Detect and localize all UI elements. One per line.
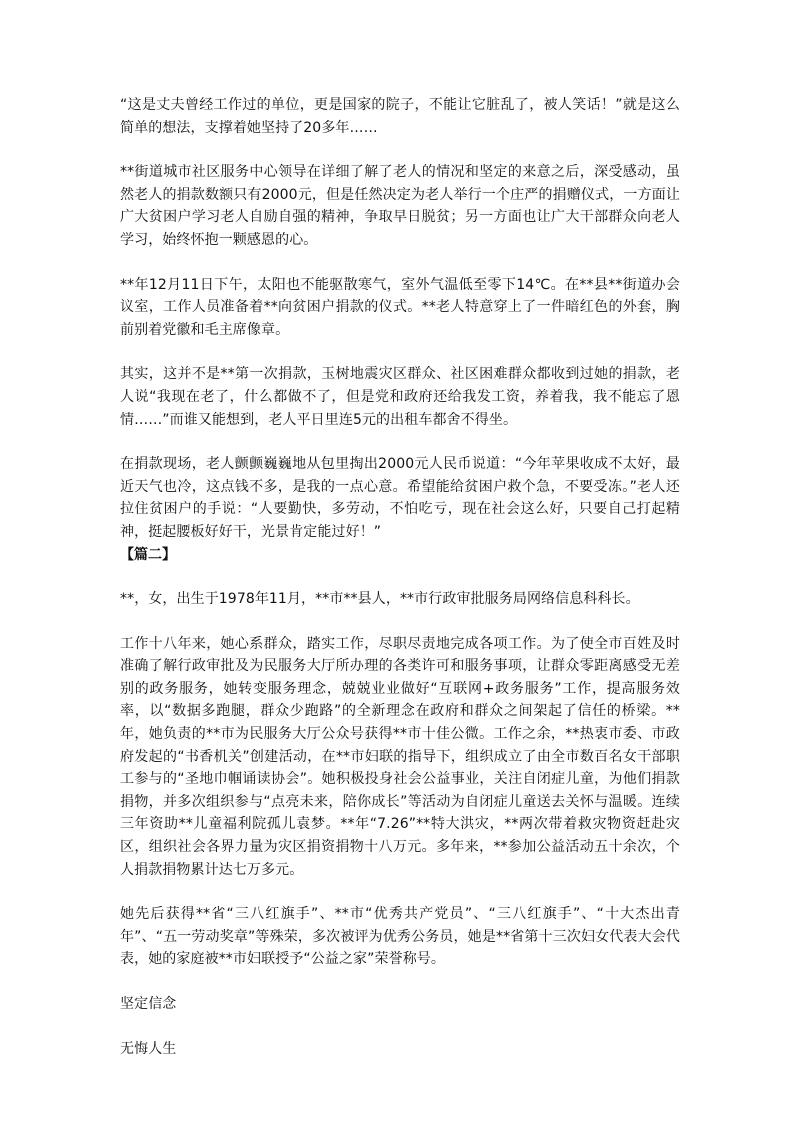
paragraph-6: **，女，出生于1978年11月，**市**县人，**市行政审批服务局网络信息科科长。 [120,591,640,608]
paragraph-10: 无悔人生 [120,1040,177,1057]
paragraph-8: 她先后获得**省“三八红旗手”、**市“优秀共产党员”、“三八红旗手”、“十大杰出青年”、“五一劳动奖章”等殊荣，多次被评为优秀公务员，她是**省第十三次妇女代表大会代表，她的家庭被**市妇联授予“公益之家”荣誉称号。 [120,906,680,968]
paragraph-3: **年12月11日下午，太阳也不能驱散寒气，室外气温低至零下14℃。在**县**街道办会议室，工作人员准备着**向贫困户捐款的仪式。**老人特意穿上了一件暗红色的外套，胸前别着党徽和毛主席像章。 [120,276,680,338]
paragraph-1: “这是丈夫曾经工作过的单位，更是国家的院子，不能让它脏乱了，被人笑话！”就是这么简单的想法，支撑着她坚持了20多年…… [120,97,680,136]
paragraph-9: 坚定信念 [120,996,177,1012]
paragraph-2: **街道城市社区服务中心领导在详细了解了老人的情况和坚定的来意之后，深受感动，虽然老人的捐款数额只有2000元，但是任然决定为老人举行一个庄严的捐赠仪式，一方面让广大贫困户学习老人自励自强的精神，争取早日脱贫；另一方面也让广大干部群众向老人学习，始终怀抱一颗感恩的心。 [120,164,680,248]
paragraph-4: 其实，这并不是**第一次捐款，玉树地震灾区群众、社区困难群众都收到过她的捐款，老人说“我现在老了，什么都做不了，但是党和政府还给我发工资，养着我，我不能忘了恩情……”而谁又能想到，老人平日里连5元的出租车都舍不得坐。 [120,366,680,428]
section-heading: 【篇二】 [120,546,176,563]
paragraph-7: 工作十八年来，她心系群众，踏实工作，尽职尽责地完成各项工作。为了使全市百姓及时准确了解行政审批及为民服务大厅所办理的各类许可和服务事项，让群众零距离感受无差别的政务服务，她转变服务理念，兢兢业业做好“互联网+政务服务”工作，提高服务效率，以“数据多跑腿，群众少跑路”的全新理念在政府和群众之间架起了信任的桥梁。**年，她负责的**市为民服务大厅公众号获得**市十佳公微。工作之余，**热衷市委、市政府发起的“书香机关”创建活动，在**市妇联的指导下，组织成立了由全市数百名女干部职工参与的“圣地巾帼诵读协会”。她积极投身社会公益事业，关注自闭症儿童，为他们捐款捐物，并多次组织参与“点亮未来，陪你成长”等活动为自闭症儿童送去关怀与温暖。连续三年资助**儿童福利院孤儿袁梦。**年“7.26”**特大洪灾，**两次带着救灾物资赶赴灾区，组织社会各界力量为灾区捐资捐物十八万元。多年来，**参加公益活动五十余次，个人捐款捐物累计达七万多元。 [120,635,680,878]
document-body [120,94,680,1060]
paragraph-5: 在捐款现场，老人颤颤巍巍地从包里掏出2000元人民币说道：“今年苹果收成不太好，最近天气也冷，这点钱不多，是我的一点心意。希望能给贫困户救个急，不要受冻。”老人还拉住贫困户的手说：“人要勤快，多劳动，不怕吃亏，现在社会这么好，只要自己打起精神，挺起腰板好好干，光景肯定能过好！” [120,456,680,540]
